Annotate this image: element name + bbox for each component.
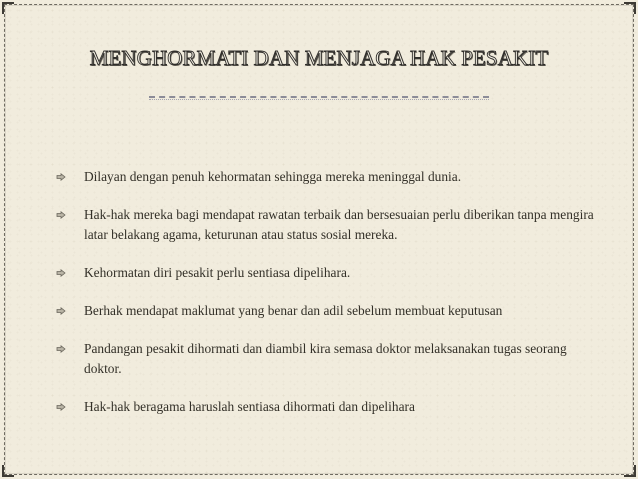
title-underline: [149, 96, 489, 98]
arrow-bullet-icon: [56, 403, 66, 411]
bullet-text: Berhak mendapat maklumat yang benar dan adil sebelum membuat keputusan: [84, 303, 503, 318]
bullet-item: [0, 301, 638, 321]
bullet-list: [0, 167, 638, 435]
border-corner-bottom-left: [2, 465, 14, 477]
bullet-text: Dilayan dengan penuh kehormatan sehingga mereka meninggal dunia.: [84, 169, 462, 184]
slide-title: MENGHORMATI DAN MENJAGA HAK PESAKIT: [89, 46, 549, 70]
bullet-text: Pandangan pesakit dihormati dan diambil kira semasa doktor melaksanakan tugas seorang doktor.: [84, 341, 567, 376]
arrow-bullet-icon: [56, 269, 66, 277]
border-corner-top-right: [624, 2, 636, 14]
bullet-item: [0, 205, 638, 245]
bullet-text: Kehormatan diri pesakit perlu sentiasa dipelihara.: [84, 265, 351, 280]
arrow-bullet-icon: [56, 173, 66, 181]
arrow-bullet-icon: [56, 307, 66, 315]
border-corner-bottom-right: [624, 465, 636, 477]
bullet-item: [0, 397, 638, 417]
bullet-text: Hak-hak mereka bagi mendapat rawatan terbaik dan bersesuaian perlu diberikan tanpa mengira latar belakang agama, keturunan atau status sosial mereka.: [84, 207, 594, 242]
border-corner-top-left: [2, 2, 14, 14]
bullet-item: [0, 263, 638, 283]
bullet-item: [0, 339, 638, 379]
bullet-item: [0, 167, 638, 187]
arrow-bullet-icon: [56, 345, 66, 353]
arrow-bullet-icon: [56, 211, 66, 219]
bullet-text: Hak-hak beragama haruslah sentiasa dihormati dan dipelihara: [84, 399, 415, 414]
title-underline-shadow: [149, 99, 489, 100]
